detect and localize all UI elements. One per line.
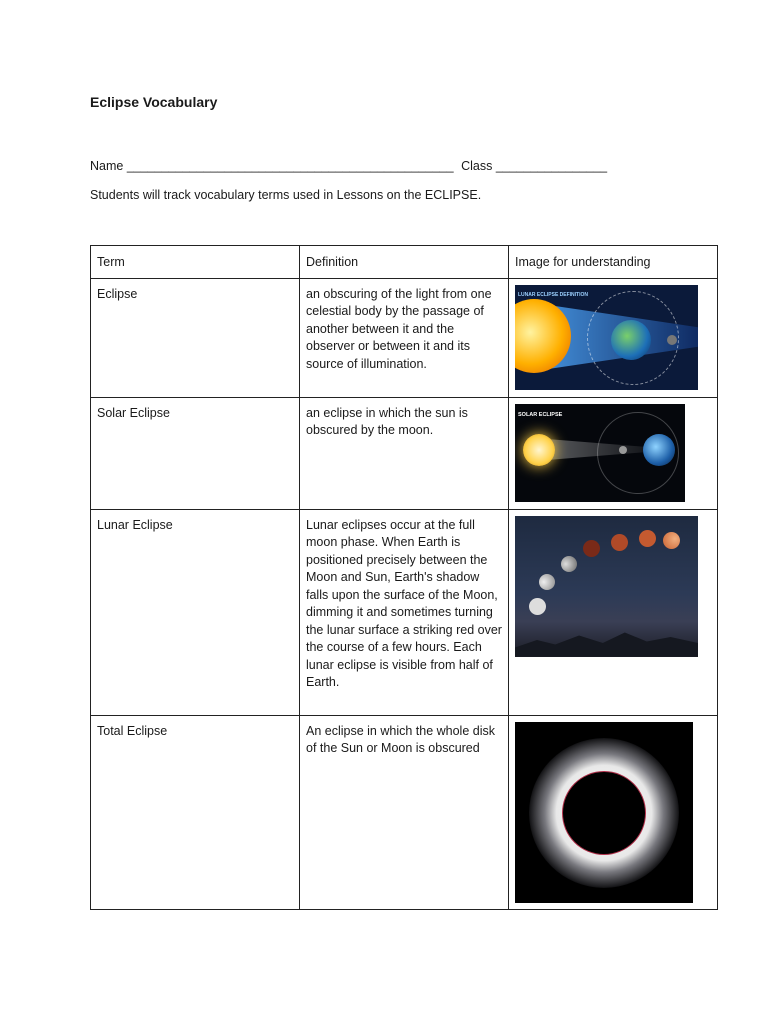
- term-cell: Lunar Eclipse: [91, 509, 300, 715]
- vocabulary-table: [90, 245, 718, 910]
- total-eclipse-corona-image: [515, 722, 693, 903]
- definition-cell: Lunar eclipses occur at the full moon phase. When Earth is positioned precisely between the Moon and Sun, Earth's shadow falls upon the surface of the Moon, dimming it and sometimes turning the lunar surface a striking red over the course of a few hours. Each lunar eclipse is visible from half of Earth.: [300, 509, 509, 715]
- intro-text: Students will track vocabulary terms used in Lessons on the ECLIPSE.: [90, 188, 482, 202]
- name-field[interactable]: _______________________________________________: [126, 159, 454, 173]
- header-image: Image for understanding: [509, 246, 718, 279]
- class-label: Class: [461, 159, 493, 173]
- image-cell: [509, 278, 718, 397]
- lunar-eclipse-diagram-image: [515, 285, 698, 390]
- class-field[interactable]: ________________: [495, 159, 608, 173]
- name-label: Name: [90, 159, 124, 173]
- definition-cell: an eclipse in which the sun is obscured by the moon.: [300, 397, 509, 509]
- image-cell: [509, 509, 718, 715]
- header-term: Term: [91, 246, 300, 279]
- image-caption: LUNAR ECLIPSE DEFINITION: [518, 291, 589, 298]
- term-cell: Eclipse: [91, 278, 300, 397]
- page-title: Eclipse Vocabulary: [90, 94, 218, 110]
- solar-eclipse-diagram-image: [515, 404, 685, 502]
- term-cell: Total Eclipse: [91, 715, 300, 909]
- table-header-row: [91, 246, 718, 279]
- image-caption: SOLAR ECLIPSE: [518, 411, 563, 418]
- header-definition: Definition: [300, 246, 509, 279]
- lunar-eclipse-sequence-image: [515, 516, 698, 657]
- table-row: [91, 278, 718, 397]
- name-class-line: [90, 159, 607, 173]
- definition-cell: an obscuring of the light from one celestial body by the passage of another between it and the observer or between it and its source of illumination.: [300, 278, 509, 397]
- table-row: [91, 509, 718, 715]
- definition-cell: An eclipse in which the whole disk of the Sun or Moon is obscured: [300, 715, 509, 909]
- table-row: [91, 715, 718, 909]
- table-row: [91, 397, 718, 509]
- image-cell: [509, 715, 718, 909]
- term-cell: Solar Eclipse: [91, 397, 300, 509]
- image-cell: [509, 397, 718, 509]
